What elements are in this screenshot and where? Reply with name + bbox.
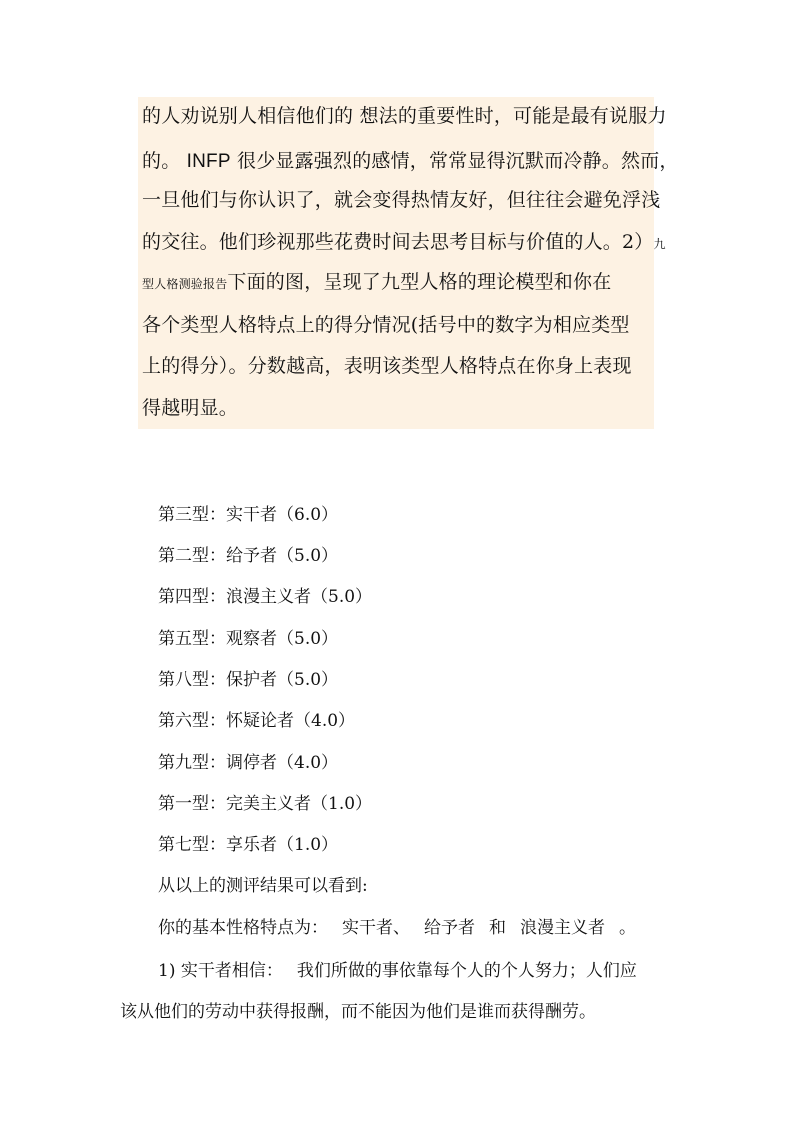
paragraph-line: 得越明显。 [142,397,239,419]
score-value: （6.0） [277,505,339,525]
score-value: （1.0） [311,794,373,814]
score-label: 第八型：保护者 [158,670,277,690]
section-heading-inline: 九 [653,237,666,251]
basic-traits-prefix: 你的基本性格特点为： [158,918,328,938]
paragraph-line [142,149,679,174]
highlighted-paragraph-background [138,97,654,429]
score-item [158,793,372,815]
paragraph-text: 的。 [142,150,181,172]
score-item [158,710,355,732]
score-item [158,669,338,691]
point-1-line-1 [158,960,637,982]
point-1-line-2: 该从他们的劳动中获得报酬，而不能因为他们是谁而获得酬劳。 [120,1002,596,1022]
score-value: （5.0） [277,629,339,649]
score-label: 第二型：给予者 [158,546,277,566]
paragraph-text: 的交往。他们珍视那些花费时间去思考目标与价值的人。2） [142,231,654,253]
score-value: （5.0） [311,587,373,607]
score-label: 第五型：观察者 [158,629,277,649]
paragraph-line [142,230,666,256]
score-item [158,752,338,774]
paragraph-line: 各个类型人格特点上的得分情况(括号中的数字为相应类型 [142,314,630,336]
trait-end: 。 [619,918,636,938]
score-label: 第一型：完美主义者 [158,794,311,814]
summary-intro: 从以上的测评结果可以看到: [158,876,368,896]
paragraph-text: 下面的图，呈现了九型人格的理论模型和你在 [227,271,612,293]
trait-conjunction: 和 [489,918,506,938]
trait-1: 实干者、 [342,918,410,938]
score-item [158,545,338,567]
score-item [158,834,338,856]
section-heading-inline: 型人格测验报告 [142,277,228,291]
trait-2: 给予者 [424,918,475,938]
score-label: 第七型：享乐者 [158,835,277,855]
paragraph-line: 一旦他们与你认识了，就会变得热情友好，但往往会避免浮浅 [142,189,661,211]
score-label: 第六型：怀疑论者 [158,711,294,731]
paragraph-text: 很少显露强烈的感情，常常显得沉默而冷静。然而， [237,150,679,172]
score-value: （4.0） [294,711,356,731]
score-label: 第四型：浪漫主义者 [158,587,311,607]
point-1-prefix: 1) 实干者相信： [158,961,283,981]
paragraph-line [142,270,611,296]
score-label: 第三型：实干者 [158,505,277,525]
score-value: （5.0） [277,546,339,566]
paragraph-line: 上的得分）。分数越高，表明该类型人格特点在你身上表现 [142,355,632,377]
personality-code: INFP [186,151,231,172]
score-value: （5.0） [277,670,339,690]
score-value: （4.0） [277,753,339,773]
point-1-text: 我们所做的事依靠每个人的个人努力；人们应 [296,961,637,981]
basic-traits-line [158,917,636,939]
score-label: 第九型：调停者 [158,753,277,773]
score-item [158,504,338,526]
score-item [158,586,372,608]
paragraph-line: 的人劝说别人相信他们的 想法的重要性时，可能是最有说服力 [142,105,667,127]
score-value: （1.0） [277,835,339,855]
score-item [158,628,338,650]
trait-3: 浪漫主义者 [520,918,605,938]
